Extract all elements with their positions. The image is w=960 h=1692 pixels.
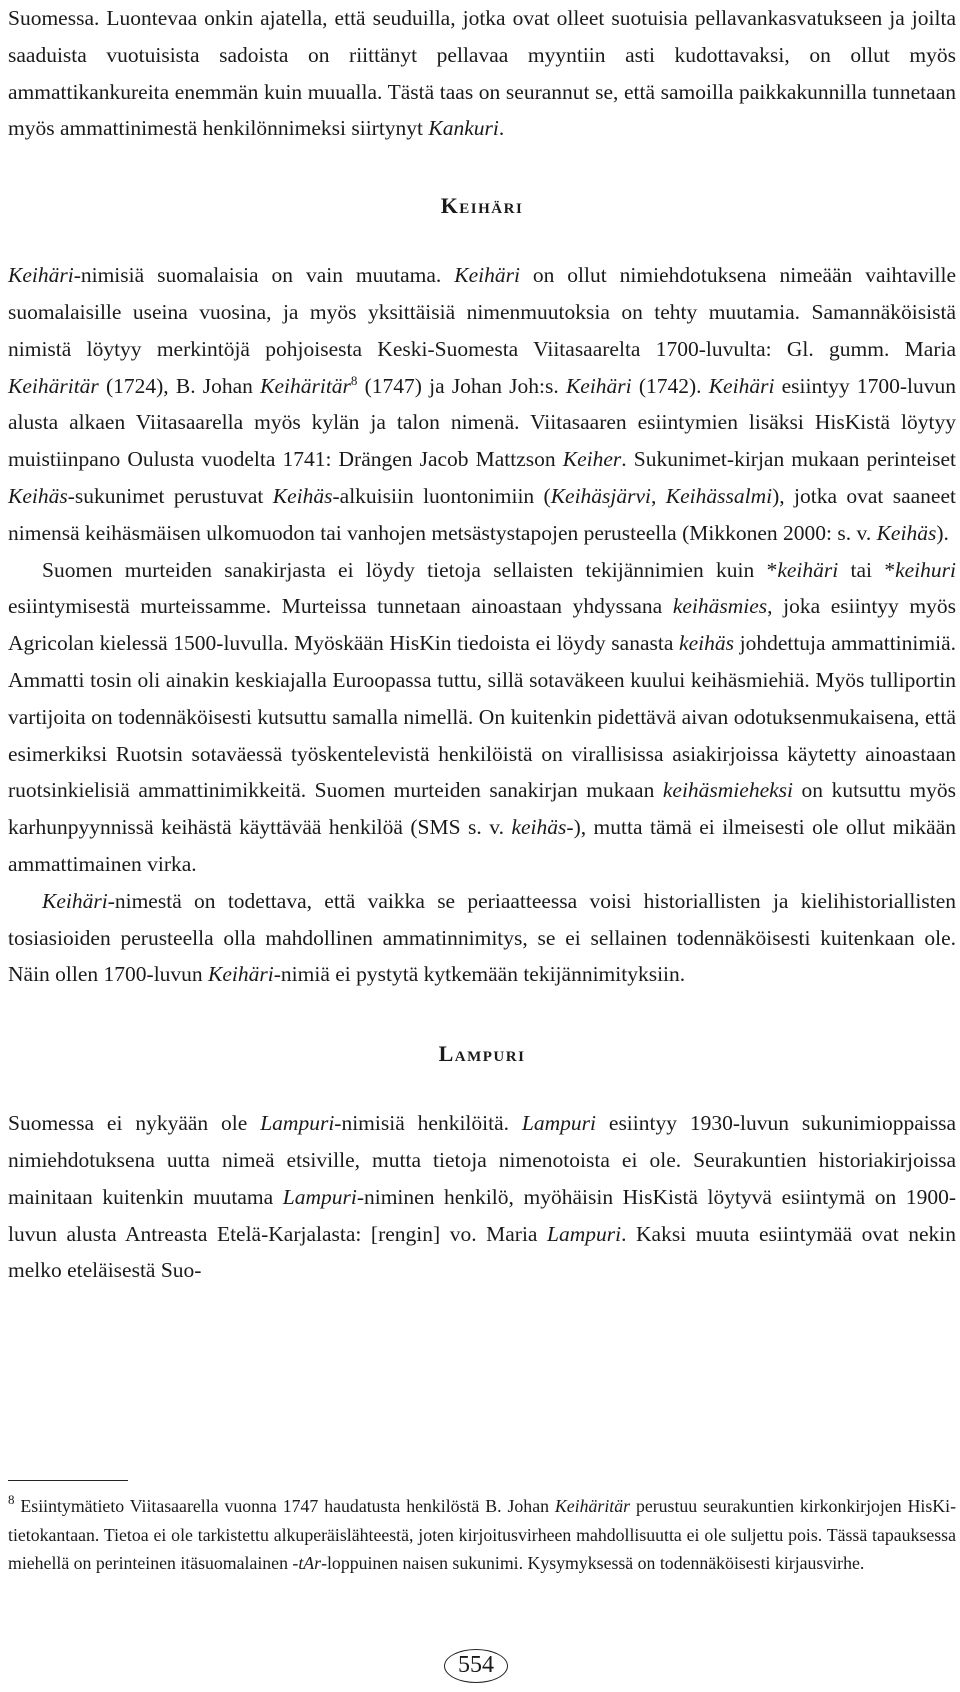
paragraph-murteet xyxy=(8,552,956,883)
italic-term: Keihäritär xyxy=(260,373,351,398)
paragraph-kankuri xyxy=(8,0,956,147)
italic-term: keihäri xyxy=(777,557,839,582)
text-run: ), jotka ovat saaneet nimensä keihäsmäisen ulkomuodon tai vanhojen metsästystapojen perusteella (Mikkonen 2000: s. v. xyxy=(8,483,956,545)
document-page xyxy=(8,0,956,1289)
text-run: esiintymisestä murteissamme. Murteissa tunnetaan ainoastaan yhdyssana xyxy=(8,594,673,619)
footnote-8 xyxy=(8,1492,956,1578)
text-run: -nimiä ei pystytä kytkemään tekijännimityksiin. xyxy=(273,962,686,987)
text-run: Esiintymätieto Viitasaarella vuonna 1747 haudatusta henkilöstä B. Johan xyxy=(14,1496,555,1516)
text-run: -sukunimet perustuvat xyxy=(67,483,273,508)
text-run: -nimisiä suomalaisia on vain muutama. xyxy=(73,263,455,288)
text-run: -niminen henkilö, myöhäisin HisKistä löytyvä esiintymä on 1900-luvun alusta Antreasta Etelä-Karjalasta: [rengin] vo. Maria xyxy=(8,1184,956,1246)
italic-term: Keiher xyxy=(562,447,622,472)
section-heading-keihari: Keihäri xyxy=(440,193,524,219)
italic-term: keihuri xyxy=(895,557,956,582)
text-run: -loppuinen naisen sukunimi. Kysymyksessä on todennäköisesti kirjausvirhe. xyxy=(321,1553,865,1573)
italic-term: -tAr xyxy=(292,1553,322,1573)
italic-term: Keihäs xyxy=(876,520,937,545)
text-run: (1747) ja Johan Joh:s. xyxy=(357,373,566,398)
italic-term: Keihäri xyxy=(8,263,74,288)
italic-term: Lampuri xyxy=(547,1221,622,1246)
text-run: -nimisiä henkilöitä. xyxy=(334,1111,522,1136)
text-run: tai * xyxy=(838,557,896,582)
text-run: on kutsuttu myös karhunpyynnissä keihästä käyttävää henkilöä (SMS s. v. xyxy=(8,778,956,840)
text-run: (1742). xyxy=(631,373,709,398)
text-run: . xyxy=(498,116,505,141)
italic-term: Keihäs xyxy=(8,483,68,508)
italic-term: Keihäritär xyxy=(554,1496,631,1516)
text-run: ). xyxy=(936,520,949,545)
italic-term: Lampuri xyxy=(260,1111,335,1136)
text-run: (1724), B. Johan xyxy=(98,373,261,398)
italic-term: keihäs xyxy=(679,631,734,656)
text-run: . Sukunimet-kirjan mukaan perinteiset xyxy=(621,447,956,472)
paragraph-keihari-conclusion xyxy=(8,883,956,993)
text-run: ), mutta tämä ei ilmeisesti ole ollut mikään ammattimainen virka. xyxy=(8,815,956,876)
italic-term: Lampuri xyxy=(282,1184,357,1209)
italic-term: Kankuri xyxy=(428,116,499,141)
italic-term: keihäsmies xyxy=(672,594,768,619)
footnote-marker: 8 xyxy=(8,1492,15,1507)
text-run: Suomen murteiden sanakirjasta ei löydy tietoja sellaisten tekijännimien kuin * xyxy=(42,557,778,582)
italic-term: Keihäritär xyxy=(8,373,99,398)
text-run: esiintyy 1700-luvun alusta alkaen Viitasaarella myös kylän ja talon nimenä. Viitasaaren esiintymien lisäksi HisKistä löytyy muistiinpano Oulusta vuodelta 1741: Drängen Jacob Mattzson xyxy=(8,373,957,472)
italic-term: Keihäsjärvi xyxy=(550,483,652,508)
text-run: -alkuisiin luontonimiin ( xyxy=(332,483,551,508)
text-run: Suomessa ei nykyään ole xyxy=(8,1111,261,1136)
italic-term: Keihäri xyxy=(454,263,520,288)
italic-term: Keihäri xyxy=(565,373,632,398)
italic-term: Keihässalmi xyxy=(665,483,773,508)
text-run: -nimestä on todettava, että vaikka se periaatteessa voisi historiallisten ja kielihistoriallisten tosiasioiden perusteella olla mahdollinen ammatinnimitys, se ei sellainen todennäköisesti kuitenkaan ole. Näin ollen 1700-luvun xyxy=(8,888,956,987)
footnote-ref: 8 xyxy=(350,372,358,388)
text-run: on ollut nimiehdotuksena nimeään vaihtaville suomalaisille useina vuosina, ja myös yksittäisiä nimenmuutoksia on tehty muutamia. Samannäköisistä nimistä löytyy merkintöjä pohjoisesta Keski-Suomesta Viitasaarelta 1700-luvulta: Gl. gumm. Maria xyxy=(8,263,956,361)
footnote-divider xyxy=(8,1480,128,1481)
italic-term: Keihäs xyxy=(272,483,333,508)
text-run: , xyxy=(651,483,666,508)
text-run: esiintyy 1930-luvun sukunimioppaissa nimiehdotuksena uutta nimeä etsiville, mutta tietoja nimenotoista ei ole. Seurakuntien historiakirjoissa mainitaan kuitenkin muutama xyxy=(8,1111,956,1209)
italic-term: Keihäri xyxy=(42,888,108,913)
italic-term: Keihäri xyxy=(208,962,274,987)
paragraph-lampuri xyxy=(8,1105,956,1289)
text-run: . Kaksi muuta esiintymää ovat nekin melko eteläisestä Suo- xyxy=(8,1221,956,1283)
italic-term: keihäsmieheksi xyxy=(662,778,794,803)
text-run: johdettuja ammattinimiä. Ammatti tosin oli ainakin keskiajalla Euroopassa tuttu, sillä sotaväkeen kuului keihäsmiehiä. Myös tulliportin vartijoita on todennäköisesti kutsuttu samalla nimellä. On kuitenkin pidettävä aivan odotuksenmukaisena, että esimerkiksi Ruotsin sotaväessä työskentelevistä henkilöistä on virallisissa asiakirjoissa käytetty ainoastaan ruotsinkielisiä ammattinimikkeitä. Suomen murteiden sanakirjan mukaan xyxy=(8,631,956,803)
text-run: Suomessa. Luontevaa onkin ajatella, että seuduilla, jotka ovat olleet suotuisia pellavankasvatukseen ja joilta saaduista vuotuisista sadoista on riittänyt pellavaa myyntiin asti kudottavaksi, on ollut myös ammattikankureita enemmän kuin muualla. Tästä taas on seurannut se, että samoilla paikkakunnilla tunnetaan myös ammattinimestä henkilönnimeksi siirtynyt xyxy=(8,6,956,141)
text-run: perustuu seurakuntien kirkonkirjojen HisKi-tietokantaan. Tietoa ei ole tarkistettu alkuperäislähteestä, joten kirjoitusvirheen mahdollisuutta ei ole suljettu pois. Tässä tapauksessa miehellä on perinteinen itäsuomalainen xyxy=(8,1496,956,1573)
italic-term: keihäs- xyxy=(511,815,574,840)
page-number: 554 xyxy=(444,1649,508,1683)
text-run: , joka esiintyy myös Agricolan kielessä 1500-luvulla. Myöskään HisKin tiedoista ei löydy sanasta xyxy=(8,594,956,656)
paragraph-keihari-intro xyxy=(8,257,956,551)
italic-term: Keihäri xyxy=(708,373,775,398)
section-heading-lampuri: Lampuri xyxy=(438,1041,526,1067)
italic-term: Lampuri xyxy=(521,1111,596,1136)
